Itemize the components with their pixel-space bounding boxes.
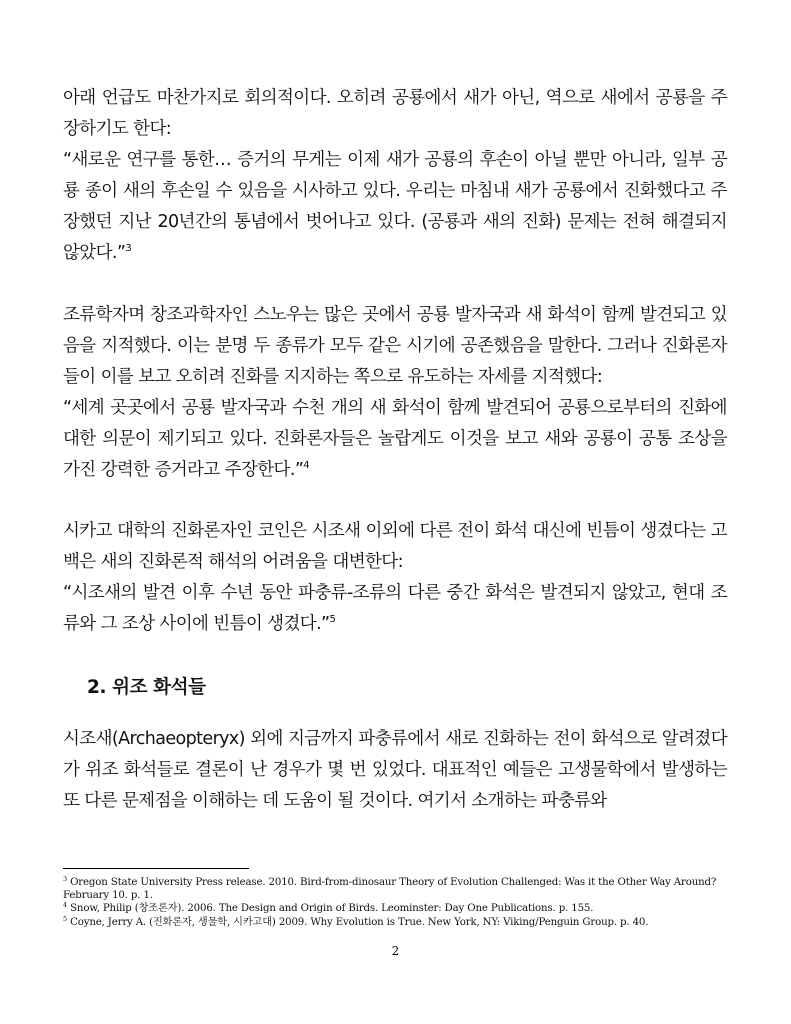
page-number: 2 bbox=[391, 944, 400, 958]
footnote-number: 3 bbox=[63, 875, 67, 883]
paragraph-4 bbox=[63, 724, 727, 817]
footnote-number: 4 bbox=[63, 901, 67, 910]
footnote-4 bbox=[63, 902, 735, 915]
section-heading: 2. 위조 화석들 bbox=[87, 677, 206, 698]
footnote-ref: 5 bbox=[329, 614, 336, 625]
quote-text: “세계 곳곳에서 공룡 발자국과 수천 개의 새 화석이 함께 발견되어 공룡으로부터의 진화에 대한 의문이 제기되고 있다. 진화론자들은 놀랍게도 이것을 보고 새와 공룡이 공통 조상을 가진 강력한 증거라고 주장한다.” bbox=[63, 398, 727, 480]
footnote-divider bbox=[63, 868, 249, 869]
footnote-number: 5 bbox=[63, 914, 67, 923]
paragraph-3 bbox=[63, 516, 727, 640]
footnotes bbox=[63, 876, 735, 929]
quote-text: “시조새의 발견 이후 수년 동안 파충류-조류의 다른 중간 화석은 발견되지 않았고, 현대 조류와 그 조상 사이에 빈틈이 생겼다.” bbox=[63, 583, 727, 634]
paragraph-2-lead: 조류학자며 창조과학자인 스노우는 많은 곳에서 공룡 발자국과 새 화석이 함께 발견되고 있음을 지적했다. 이는 분명 두 종류가 모두 같은 시기에 공존했음을 말한다. 그러나 진화론자들이 이를 보고 오히려 진화를 지지하는 쪽으로 유도하는 자세를 지적했다: bbox=[63, 305, 727, 387]
paragraph-2 bbox=[63, 300, 727, 486]
paragraph-3-lead: 시카고 대학의 진화론자인 코인은 시조새 이외에 다른 전이 화석 대신에 빈틈이 생겼다는 고백은 새의 진화론적 해석의 어려움을 대변한다: bbox=[63, 521, 727, 572]
paragraph-1 bbox=[63, 83, 727, 269]
footnote-3 bbox=[63, 876, 735, 902]
footnote-ref: 4 bbox=[303, 460, 310, 471]
paragraph-1-lead: 아래 언급도 마찬가지로 회의적이다. 오히려 공룡에서 새가 아닌, 역으로 새에서 공룡을 주장하기도 한다: bbox=[63, 88, 727, 139]
paragraph-2-quote bbox=[63, 393, 727, 486]
footnote-text: Oregon State University Press release. 2010. Bird-from-dinosaur Theory of Evolution Challenged: Was it the Other Way Around? February 10. p. 1. bbox=[63, 877, 717, 902]
footnote-text: Snow, Philip (창조론자). 2006. The Design and Origin of Birds. Leominster: Day One Publications. p. 155. bbox=[70, 903, 594, 915]
footnote-ref: 3 bbox=[125, 243, 132, 254]
paragraph-1-quote bbox=[63, 145, 727, 269]
quote-text: “새로운 연구를 통한… 증거의 무게는 이제 새가 공룡의 후손이 아닐 뿐만 아니라, 일부 공룡 종이 새의 후손일 수 있음을 시사하고 있다. 우리는 마침내 새가 공룡에서 진화했다고 주장했던 지난 20년간의 통념에서 벗어나고 있다. (공룡과 새의 진화) 문제는 전혀 해결되지 않았다.” bbox=[63, 150, 727, 263]
paragraph-4-text: 시조새(Archaeopteryx) 외에 지금까지 파충류에서 새로 진화하는 전이 화석으로 알려졌다가 위조 화석들로 결론이 난 경우가 몇 번 있었다. 대표적인 예들은 고생물학에서 발생하는 또 다른 문제점을 이해하는 데 도움이 될 것이다. 여기서 소개하는 파충류와 bbox=[63, 729, 727, 811]
footnote-text: Coyne, Jerry A. (진화론자, 생물학, 시카고대) 2009. Why Evolution is True. New York, NY: Viking/Penguin Group. p. 40. bbox=[70, 916, 649, 928]
footnote-5 bbox=[63, 916, 735, 929]
paragraph-3-quote bbox=[63, 578, 727, 640]
